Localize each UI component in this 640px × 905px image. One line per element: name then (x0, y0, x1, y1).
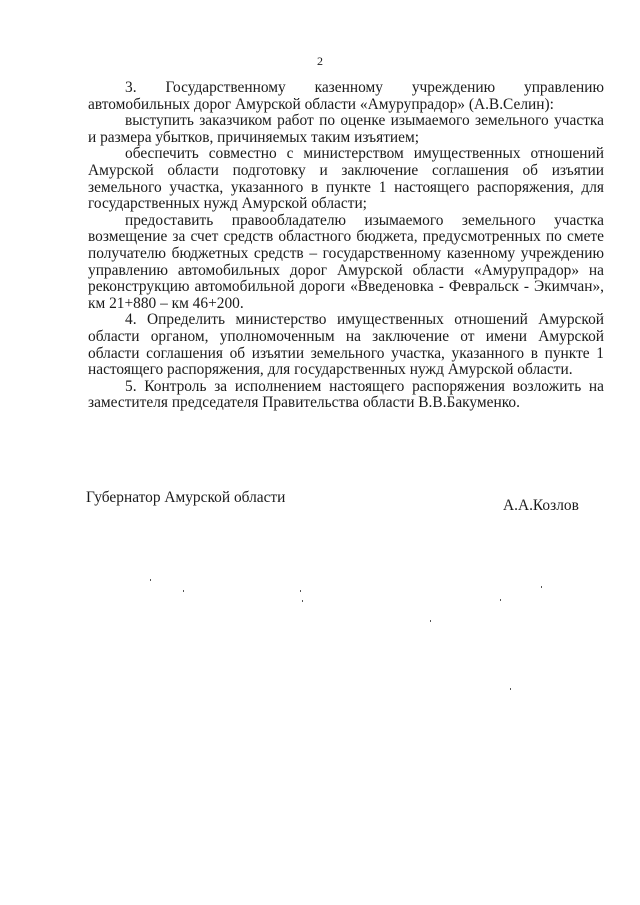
paragraph-3-item-3: предоставить правообладателю изымаемого земельного участка возмещение за счет средств областного бюджета, предусмотренных по смете получателю бюджетных средств – государственному казенному учреждению управлению автомобильных дорог Амурской области «Амурупрадор» на реконструкцию автомобильной дороги «Введеновка - Февральск - Экимчан», км 21+880 – км 46+200. (88, 211, 604, 312)
paragraph-3-item-2: обеспечить совместно с министерством имущественных отношений Амурской области подготовку и заключение соглашения об изъятии земельного участка, указанного в пункте 1 настоящего распоряжения, для государственных нужд Амурской области; (88, 145, 604, 213)
signatory-title: Губернатор Амурской области (86, 489, 286, 506)
paragraph-5: 5. Контроль за исполнением настоящего распоряжения возложить на заместителя председателя Правительства области В.В.Бакуменко. (88, 377, 604, 412)
scan-speck (541, 586, 542, 588)
page-number: 2 (317, 54, 323, 68)
paragraph-4: 4. Определить министерство имущественных отношений Амурской области органом, уполномоченным на заключение от имени Амурской области соглашения об изъятии земельного участка, указанного в пункте 1 настоящего распоряжения, для государственных нужд Амурской области. (88, 311, 604, 379)
paragraph-3-heading: 3. Государственному казенному учреждению управлению автомобильных дорог Амурской области «Амурупрадор» (А.В.Селин): (88, 79, 604, 113)
scan-speck (183, 590, 184, 592)
scan-speck (302, 600, 303, 602)
paragraph-3-item-1: выступить заказчиком работ по оценке изымаемого земельного участка и размера убытков, причиняемых таким изъятием; (88, 112, 604, 146)
scan-speck (150, 579, 151, 581)
document-body (88, 80, 604, 412)
scan-speck (510, 688, 511, 690)
scan-speck (430, 620, 431, 622)
signatory-name: А.А.Козлов (503, 497, 579, 514)
scan-speck (300, 590, 301, 592)
scan-speck (500, 599, 501, 601)
